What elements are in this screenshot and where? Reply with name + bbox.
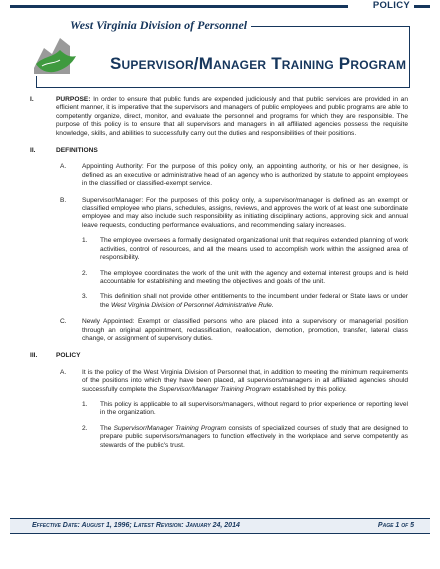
section-policy xyxy=(30,352,408,450)
policy-tag: POLICY xyxy=(372,0,410,11)
item-text: The employee coordinates the work of the unit with the agency and external interest groups and is held accountable for establishing and meeting the objectives and goals of the unit. xyxy=(100,269,408,285)
section-number: III. xyxy=(30,352,38,360)
section-definitions xyxy=(30,147,408,343)
program-name: Supervisor/Manager Training Program xyxy=(158,385,271,393)
item-letter: C. xyxy=(60,318,67,326)
agency-name: West Virginia Division of Personnel xyxy=(66,18,251,33)
section-heading: DEFINITIONS xyxy=(56,147,98,155)
program-name: Supervisor/Manager Training Program xyxy=(113,424,227,432)
item-text-main: It is the policy of the West Virginia Division of Personnel that, in addition to meeting the minimum requirements of the positions into which they have been placed, all supervisors/managers in all affiliated agencies should successfully complete the xyxy=(82,368,408,393)
section-number: II. xyxy=(30,147,36,155)
top-dash xyxy=(414,5,430,8)
section-number: I. xyxy=(30,96,34,103)
item-text xyxy=(82,369,408,394)
item-letter: A. xyxy=(60,163,67,171)
list-item xyxy=(82,237,408,262)
list-item xyxy=(82,270,408,287)
item-number: 2. xyxy=(82,424,88,432)
purpose-text: In order to ensure that public funds are expended judiciously and that public services are provided in an efficient manner, it is imperative that the supervisors and managers of public employees and public programs are able to competently organize, direct, monitor, and evaluate the personnel and programs for which they are responsible. The purpose of this policy is to ensure that all supervisors and managers in all affiliated agencies possess the requisite knowledge, skills, and abilities to successfully carry out the duties and responsibilities of their positions. xyxy=(56,96,408,137)
item-number: 1. xyxy=(82,237,88,245)
item-text xyxy=(100,293,408,310)
item-text: This policy is applicable to all supervisors/managers, without regard to prior experience or reporting level in the organization. xyxy=(100,400,408,417)
item-text xyxy=(100,425,408,450)
item-text-pre: The xyxy=(100,424,114,432)
policy-a-list xyxy=(56,401,408,450)
item-text: Newly Appointed: Exempt or classified persons who are placed into a supervisory or managerial position through an original appointment, reclassification, reallocation, demotion, promotion, transfer, lateral class change, or assignment of supervisory duties. xyxy=(82,318,408,342)
document-body xyxy=(30,96,408,459)
item-letter: B. xyxy=(60,196,67,204)
top-rule xyxy=(10,5,348,8)
item-number: 3. xyxy=(82,293,88,301)
list-item xyxy=(82,401,408,418)
section-purpose xyxy=(30,96,408,138)
document-header xyxy=(30,18,410,88)
section-heading: POLICY xyxy=(56,352,81,360)
item-text-end: established by this policy. xyxy=(270,385,347,393)
item-text: Appointing Authority: For the purpose of this policy only, an appointing authority, or his or her designee, is defined as an executive or administrative head of an agency who is authorized by statute to appoint employees in the classified or classified-exempt service. xyxy=(82,163,408,188)
item-number: 2. xyxy=(82,269,88,277)
definition-a xyxy=(56,163,408,188)
document-footer xyxy=(10,518,430,534)
effective-date: Effective Date: August 1, 1996; Latest Revision: January 24, 2014 xyxy=(32,522,240,529)
item-text: The employee oversees a formally designated organizational unit that requires extended planning of work activities, control of resources, and all the means used to accomplish work within the assigned area of responsibility. xyxy=(100,237,408,262)
definition-b-list xyxy=(56,237,408,310)
list-item xyxy=(82,293,408,310)
top-policy-bar xyxy=(0,0,440,12)
item-text-end: . xyxy=(271,301,274,309)
item-number: 1. xyxy=(82,400,88,408)
document-title: Supervisor/Manager Training Program xyxy=(110,54,407,73)
page-number: Page 1 of 5 xyxy=(377,522,414,529)
rule-reference: West Virginia Division of Personnel Administrative Rule xyxy=(111,301,272,309)
item-text-main: consists of specialized courses of study that are designed to prepare public supervisors/managers to function effectively in the workplace and serve competently as stewards of the public's trust. xyxy=(100,424,408,449)
purpose-lead: PURPOSE: xyxy=(56,96,91,103)
policy-a xyxy=(56,369,408,394)
item-text: Supervisor/Manager: For the purposes of this policy only, a supervisor/manager is defined as an exempt or classified employee who plans, schedules, assigns, reviews, and approves the work of at least one subordinate employee and may also include such responsibility as initiating disciplinary actions, approving sick and annual leave requests, conducting performance evaluations, and recommending salary increases. xyxy=(82,196,408,229)
definition-b xyxy=(56,197,408,231)
definition-c xyxy=(56,318,408,343)
section-text xyxy=(56,96,408,138)
item-text-main: This definition shall not provide other entitlements to the incumbent under federal or State laws or under the xyxy=(100,293,408,309)
item-letter: A. xyxy=(60,368,67,376)
list-item xyxy=(82,425,408,450)
